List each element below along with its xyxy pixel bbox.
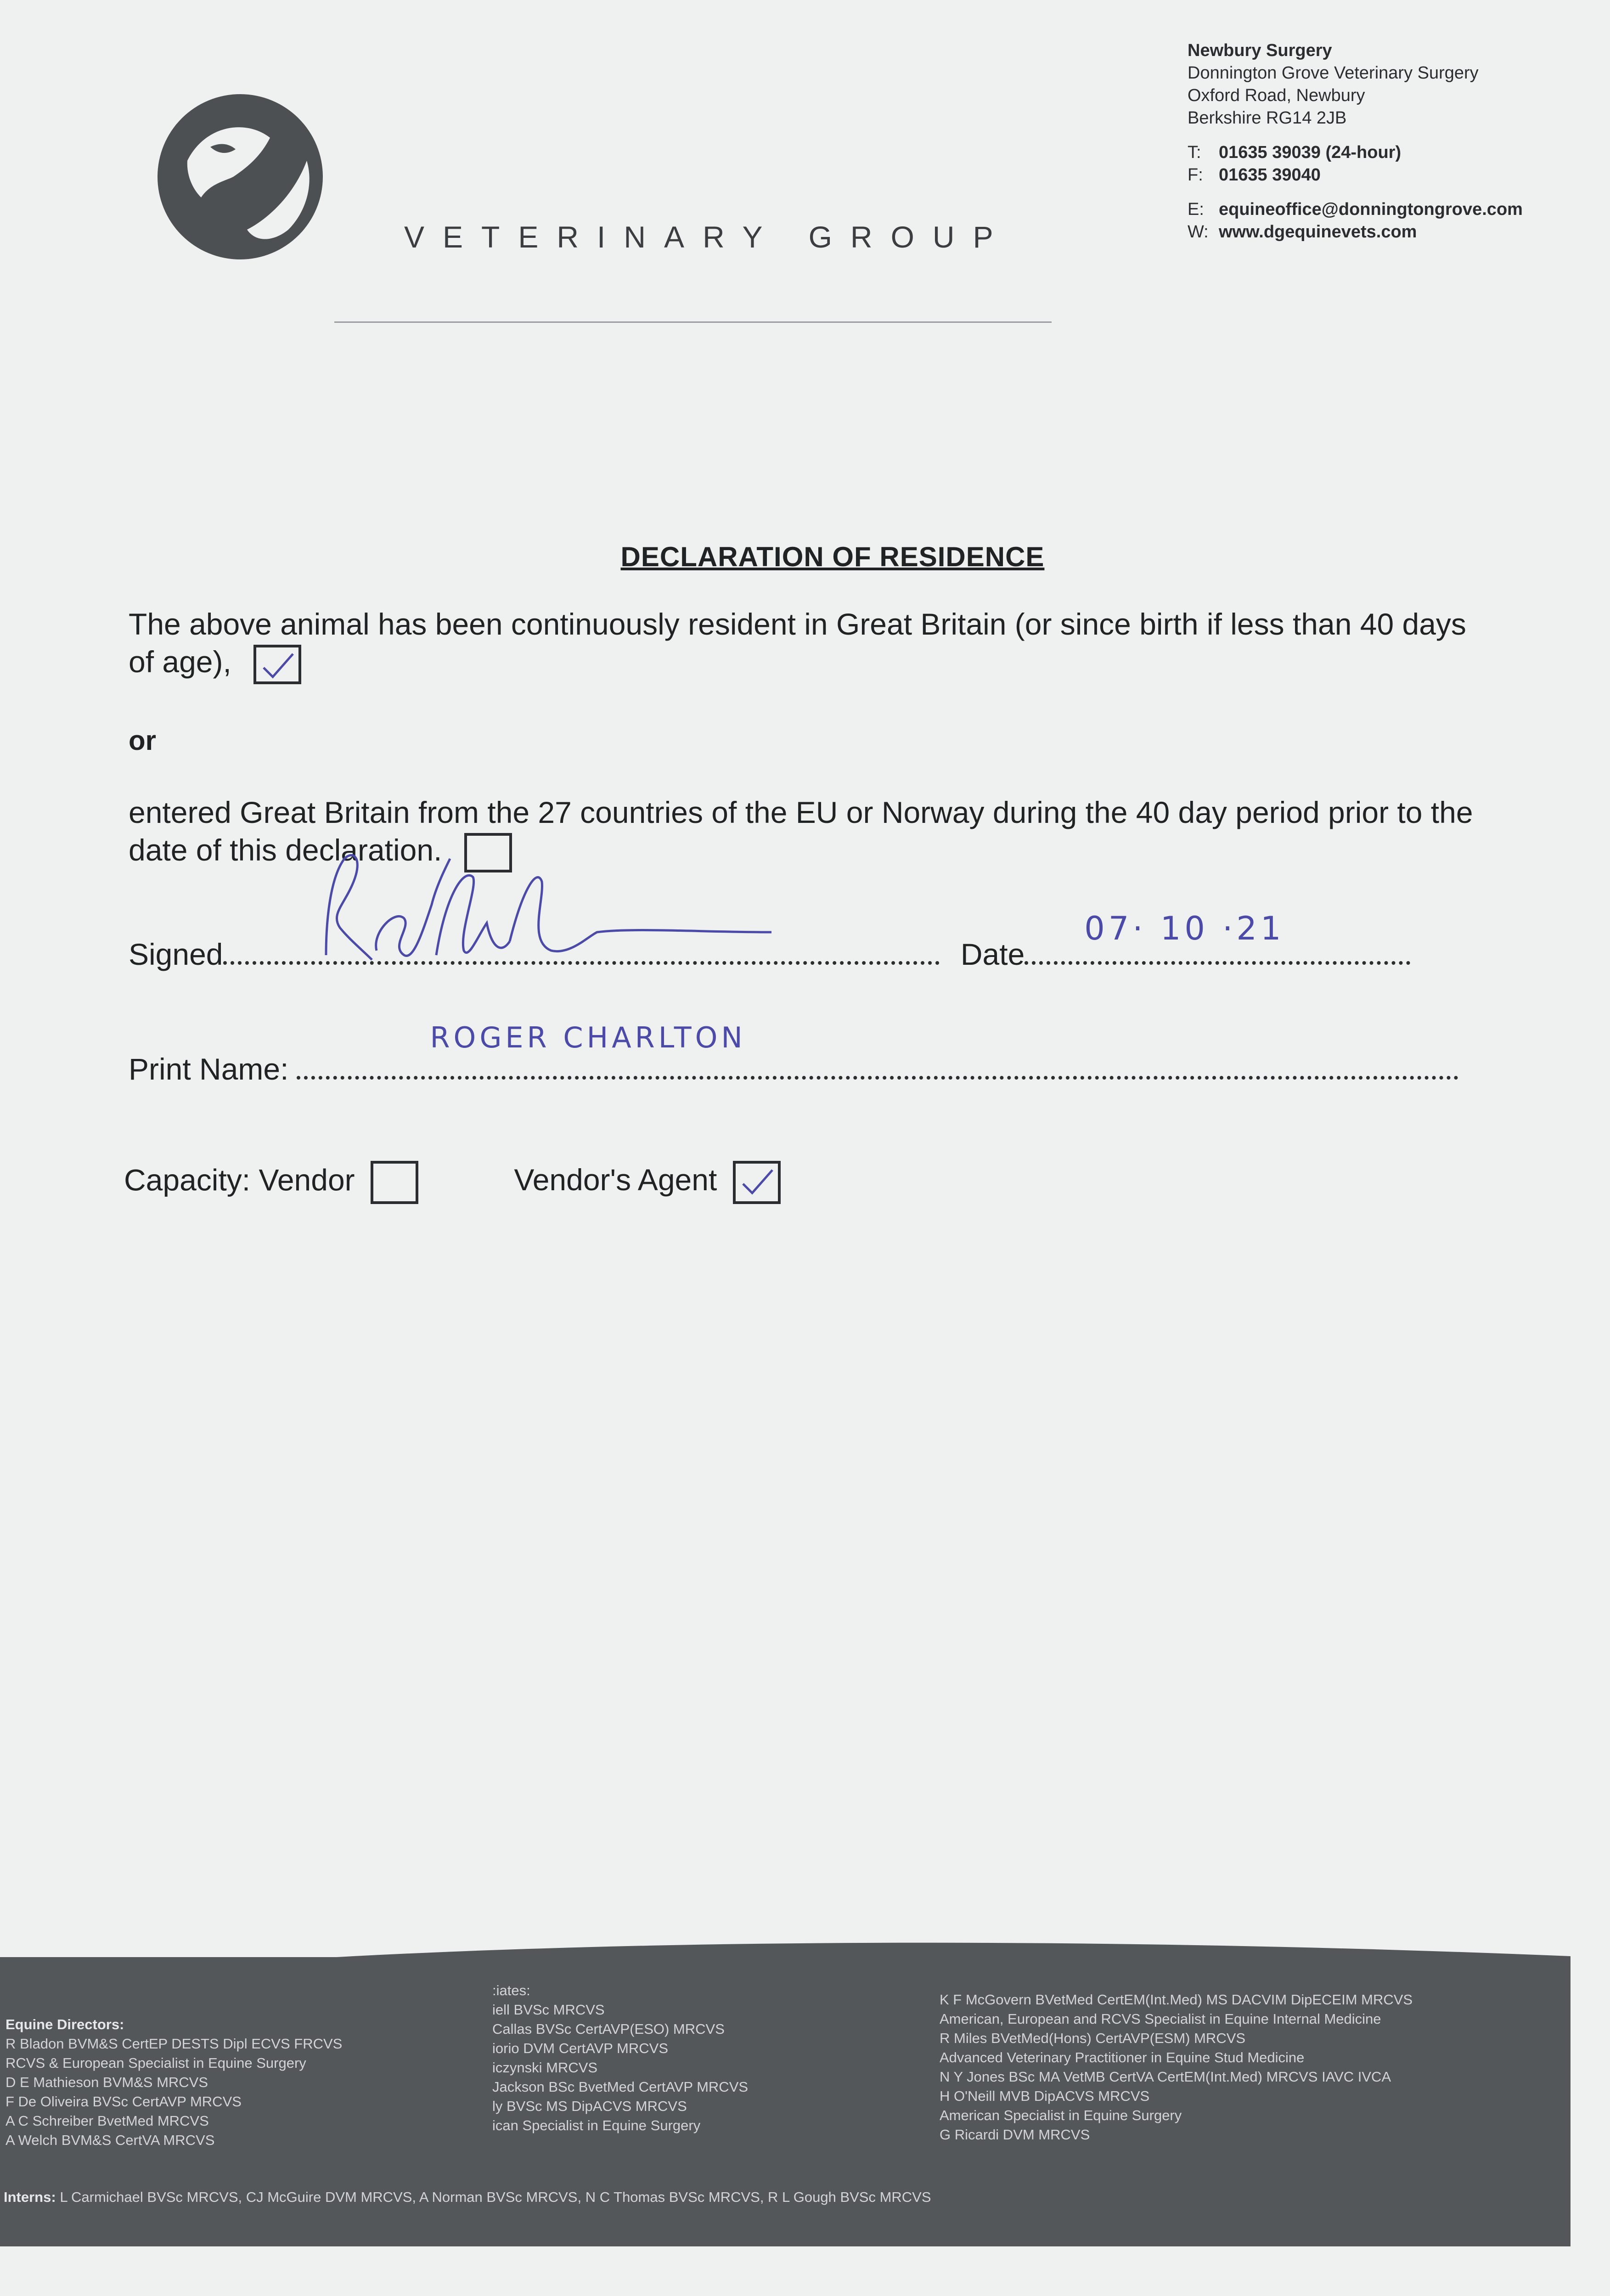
vendors-agent-checkbox[interactable] — [733, 1161, 781, 1204]
specialist-line: G Ricardi DVM MRCVS — [940, 2127, 1090, 2143]
fax-key: F: — [1188, 165, 1203, 185]
associate-line: Callas BVSc CertAVP(ESO) MRCVS — [492, 2021, 725, 2037]
capacity-row — [124, 1161, 781, 1204]
website: www.dgequinevets.com — [1219, 222, 1417, 242]
specialist-line: Advanced Veterinary Practitioner in Equine Stud Medicine — [940, 2049, 1305, 2065]
web-key: W: — [1188, 222, 1209, 242]
check-mark-icon — [262, 652, 295, 680]
print-name-row — [129, 1021, 1458, 1086]
vendors-agent-label: Vendor's Agent — [514, 1163, 717, 1197]
interns-label: Interns: — [4, 2189, 56, 2205]
address-block — [1188, 39, 1523, 243]
print-name-value: ROGER CHARLTON — [430, 1021, 746, 1054]
fax-number: 01635 39040 — [1219, 165, 1321, 185]
date-field[interactable] — [1025, 910, 1410, 965]
address-line: Donnington Grove Veterinary Surgery — [1188, 63, 1479, 83]
director-line: A Welch BVM&S CertVA MRCVS — [6, 2132, 215, 2148]
email-key: E: — [1188, 200, 1204, 219]
director-line: R Bladon BVM&S CertEP DESTS Dipl ECVS FRCVS — [6, 2036, 343, 2052]
phone-number: 01635 39039 (24-hour) — [1219, 143, 1402, 162]
print-name-field[interactable] — [297, 1021, 1458, 1080]
practice-logo — [155, 92, 325, 262]
brand-word-2: GROUP — [808, 220, 1012, 254]
associates-column — [492, 1981, 748, 2135]
specialists-column — [940, 1990, 1413, 2144]
associate-line: ican Specialist in Equine Surgery — [492, 2117, 701, 2133]
signed-label: Signed — [129, 937, 223, 971]
specialist-line: R Miles BVetMed(Hons) CertAVP(ESM) MRCVS — [940, 2030, 1246, 2046]
interns-line — [4, 2188, 931, 2207]
specialist-line: H O'Neill MVB DipACVS MRCVS — [940, 2088, 1150, 2104]
specialist-line: American Specialist in Equine Surgery — [940, 2107, 1182, 2123]
associate-line: iorio DVM CertAVP MRCVS — [492, 2040, 668, 2056]
specialist-line: K F McGovern BVetMed CertEM(Int.Med) MS DACVIM DipECEIM MRCVS — [940, 1992, 1413, 2008]
date-label: Date — [960, 937, 1025, 971]
signature-field[interactable] — [223, 943, 940, 965]
brand-name — [404, 219, 1012, 254]
associate-line: iell BVSc MRCVS — [492, 2002, 605, 2018]
form-title: DECLARATION OF RESIDENCE — [620, 541, 1045, 572]
director-line: A C Schreiber BvetMed MRCVS — [6, 2113, 209, 2129]
print-name-label: Print Name: — [129, 1052, 289, 1086]
associate-line: Jackson BSc BvetMed CertAVP MRCVS — [492, 2079, 749, 2095]
residence-checkbox[interactable] — [253, 645, 301, 684]
brand-word-1: VETERINARY — [404, 220, 781, 254]
directors-column — [6, 2015, 342, 2150]
email-address: equineoffice@donningtongrove.com — [1219, 200, 1523, 219]
address-line: Oxford Road, Newbury — [1188, 86, 1365, 105]
signed-row — [129, 910, 1410, 972]
interns-names: L Carmichael BVSc MRCVS, CJ McGuire DVM MRCVS, A Norman BVSc MRCVS, N C Thomas BVSc MRCVS, R L Gough BVSc MRCVS — [60, 2189, 931, 2205]
surgery-name: Newbury Surgery — [1188, 41, 1332, 60]
statement-continuous-residence — [129, 605, 1483, 684]
or-label: or — [129, 725, 156, 756]
tel-key: T: — [1188, 143, 1201, 162]
statement-1-text: The above animal has been continuously resident in Great Britain (or since birth if less than 40 days of age), — [129, 607, 1466, 679]
director-line: D E Mathieson BVM&S MRCVS — [6, 2074, 208, 2090]
header-divider — [334, 321, 1052, 323]
associate-line: ly BVSc MS DipACVS MRCVS — [492, 2098, 687, 2114]
specialist-line: N Y Jones BSc MA VetMB CertVA CertEM(Int.Med) MRCVS IAVC IVCA — [940, 2069, 1391, 2085]
director-line: RCVS & European Specialist in Equine Surgery — [6, 2055, 306, 2071]
directors-title: Equine Directors: — [6, 2016, 124, 2032]
associate-line: iczynski MRCVS — [492, 2060, 598, 2076]
date-value: 07· 10 ·21 — [1084, 910, 1285, 947]
check-mark-icon — [741, 1168, 774, 1196]
statement-2-text: entered Great Britain from the 27 countries of the EU or Norway during the 40 day period prior to the date of this declaration. — [129, 795, 1473, 867]
vendor-checkbox[interactable] — [371, 1161, 418, 1204]
capacity-label: Capacity: Vendor — [124, 1163, 355, 1197]
specialist-line: American, European and RCVS Specialist in Equine Internal Medicine — [940, 2011, 1381, 2027]
associates-title: :iates: — [492, 1982, 530, 1998]
address-line: Berkshire RG14 2JB — [1188, 108, 1347, 128]
director-line: F De Oliveira BVSc CertAVP MRCVS — [6, 2093, 242, 2110]
